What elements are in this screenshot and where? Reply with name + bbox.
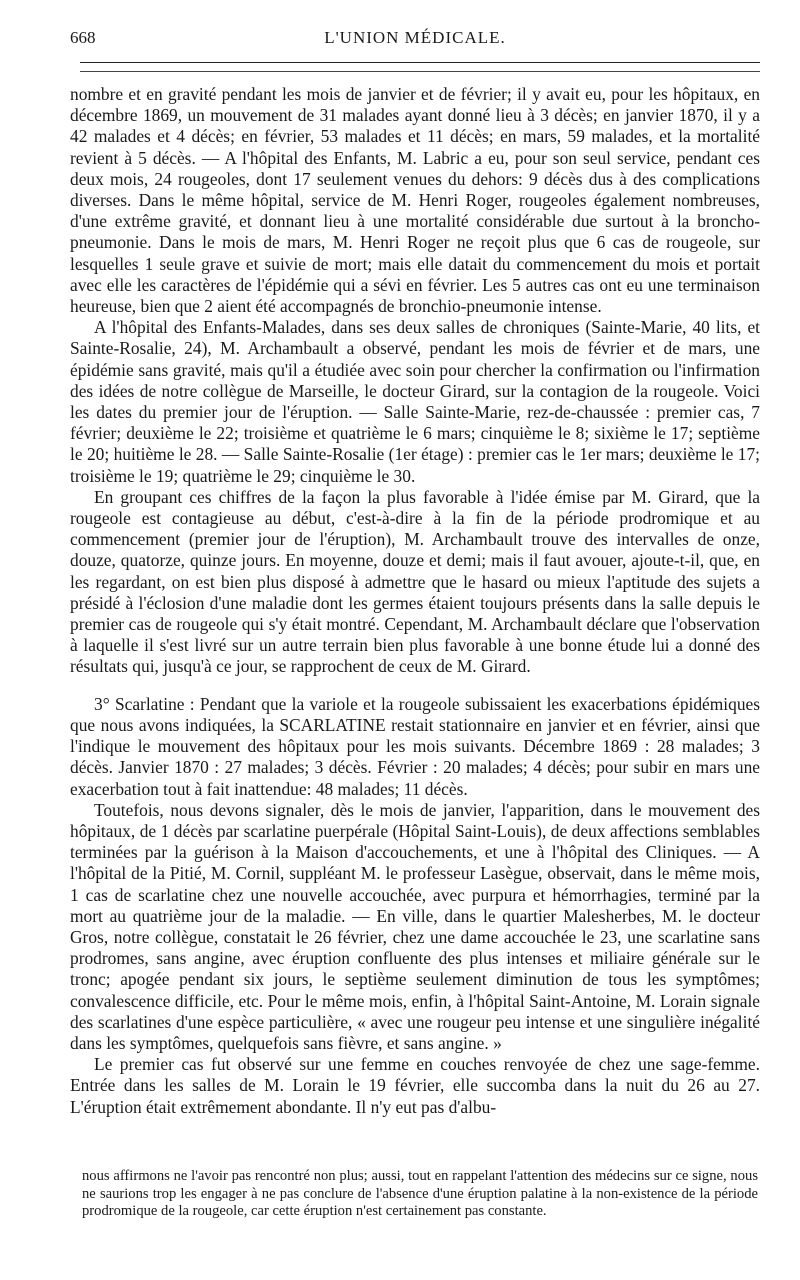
paragraph-measles-hospitals: nombre et en gravité pendant les mois de janvier et de février; il y avait eu, pour les hôpitaux, en décembre 1869, un mouvement de 31 malades ayant donné lieu à 3 décès; en janvier 1870, il y a 42 malades et 4 décès; en février, 53 malades et 11 décès; en mars, 59 malades, et la mortalité revient à 5 décès. — A l'hôpital des Enfants, M. Labric a eu, pour son seul service, pendant ces deux mois, 24 rougeoles, dont 17 seulement venues du dehors: 9 décès dus à des complications diverses. Dans le même hôpital, service de M. Henri Roger, rougeoles également nombreuses, d'une extrême gravité, et donnant lieu à une mortalité considérable due surtout à la broncho-pneumonie. Dans le mois de mars, M. Henri Roger ne reçoit plus que 6 cas de rougeole, sur lesquelles 1 seule grave et suivie de mort; mais elle datait du commencement du mois et portait avec elle les caractères de l'épidémie qui a sévi en février. Les 5 autres cas ont eu une terminaison heureuse, bien que 2 aient été accompagnés de bronchio-pneumonie intense. (70, 84, 760, 317)
header-rule-secondary (80, 71, 760, 72)
page-header (70, 28, 760, 56)
footnote: nous affirmons ne l'avoir pas rencontré non plus; aussi, tout en rappelant l'attention des médecins sur ce signe, nous ne saurions trop les engager à ne pas conclure de l'absence d'une éruption palatine à la non-existence de la période prodromique de la rougeole, car cette éruption n'est certainement pas constante. (82, 1168, 758, 1219)
header-rule (80, 62, 760, 63)
paragraph-puerperal-scarlatine: Toutefois, nous devons signaler, dès le mois de janvier, l'apparition, dans le mouvement des hôpitaux, de 1 décès par scarlatine puerpérale (Hôpital Saint-Louis), de deux affections semblables terminées par la guérison à la Maison d'accouchements, et une à l'hôpital des Cliniques. — A l'hôpital de la Pitié, M. Cornil, suppléant M. le professeur Lasègue, observait, dans le même mois, 1 cas de scarlatine chez une nouvelle accouchée, avec purpura et hémorrhagies, terminé par la mort au quatrième jour de la maladie. — En ville, dans le quartier Malesherbes, M. le docteur Gros, notre collègue, constatait le 26 février, chez une dame accouchée le 23, une scarlatine sans prodromes, sans angine, avec éruption confluente des plus intenses et miliaire générale sur le tronc; apogée pendant six jours, le septième seulement diminution de tous les symptômes; convalescence difficile, etc. Pour le même mois, enfin, à l'hôpital Saint-Antoine, M. Lorain signale des scarlatines d'une espèce particulière, « avec une rougeur peu intense et une singulière inégalité dans les symptômes, quelquefois sans fièvre, et sans angine. » (70, 799, 760, 1053)
paragraph-first-case: Le premier cas fut observé sur une femme en couches renvoyée de chez une sage-femme. Entrée dans les salles de M. Lorain le 19 février, elle succomba dans la nuit du 26 au 27. L'éruption était extrêmement abondante. Il n'y eut pas d'albu- (70, 1054, 760, 1117)
paragraph-contagion-intervals: En groupant ces chiffres de la façon la plus favorable à l'idée émise par M. Girard, que la rougeole est contagieuse au début, c'est-à-dire à la fin de la période prodromique et au commencement (premier jour de l'éruption), M. Archambault trouve des intervalles de onze, douze, quatorze, quinze jours. En moyenne, douze et demi; mais il faut avouer, ajoute-t-il, que, en les regardant, on est bien plus disposé à admettre que le hasard ou mieux l'aptitude des sujets a présidé à l'éclosion d'une maladie dont les germes étaient toujours présents dans la salle depuis le premier cas de rougeole qui s'y était montré. Cependant, M. Archambault déclare que l'observation à laquelle il s'est livré sur un autre terrain bien plus favorable à une bonne étude lui a donné des résultats qui, jusqu'à ce jour, se rapprochent de ceux de M. Girard. (70, 486, 760, 677)
running-title: L'UNION MÉDICALE. (324, 28, 506, 47)
body-text (70, 84, 760, 1118)
page-number: 668 (70, 28, 96, 47)
paragraph-archambault-observations: A l'hôpital des Enfants-Malades, dans ses deux salles de chroniques (Sainte-Marie, 40 lits, et Sainte-Rosalie, 24), M. Archambault a observé, pendant les mois de février et de mars, une épidémie sans gravité, mais qu'il a étudiée avec soin pour chercher la confirmation ou l'infirmation des idées de notre collègue de Marseille, le docteur Girard, sur la contagion de la rougeole. Voici les dates du premier jour de l'éruption. — Salle Sainte-Marie, rez-de-chaussée : premier cas, 7 février; deuxième le 22; troisième et quatrième le 6 mars; cinquième le 8; sixième le 17; septième le 20; huitième le 28. — Salle Sainte-Rosalie (1er étage) : premier cas le 1er mars; deuxième le 17; troisième le 19; quatrième le 29; cinquième le 30. (70, 317, 760, 486)
paragraph-scarlatine-section: 3° Scarlatine : Pendant que la variole et la rougeole subissaient les exacerbations épidémiques que nous avons indiquées, la SCARLATINE restait stationnaire en janvier et en février, ainsi que l'indique le mouvement des hôpitaux pour les mois suivants. Décembre 1869 : 28 malades; 3 décès. Janvier 1870 : 27 malades; 3 décès. Février : 20 malades; 4 décès; pour subir en mars une exacerbation tout à fait inattendue: 48 malades; 11 décès. (70, 693, 760, 799)
